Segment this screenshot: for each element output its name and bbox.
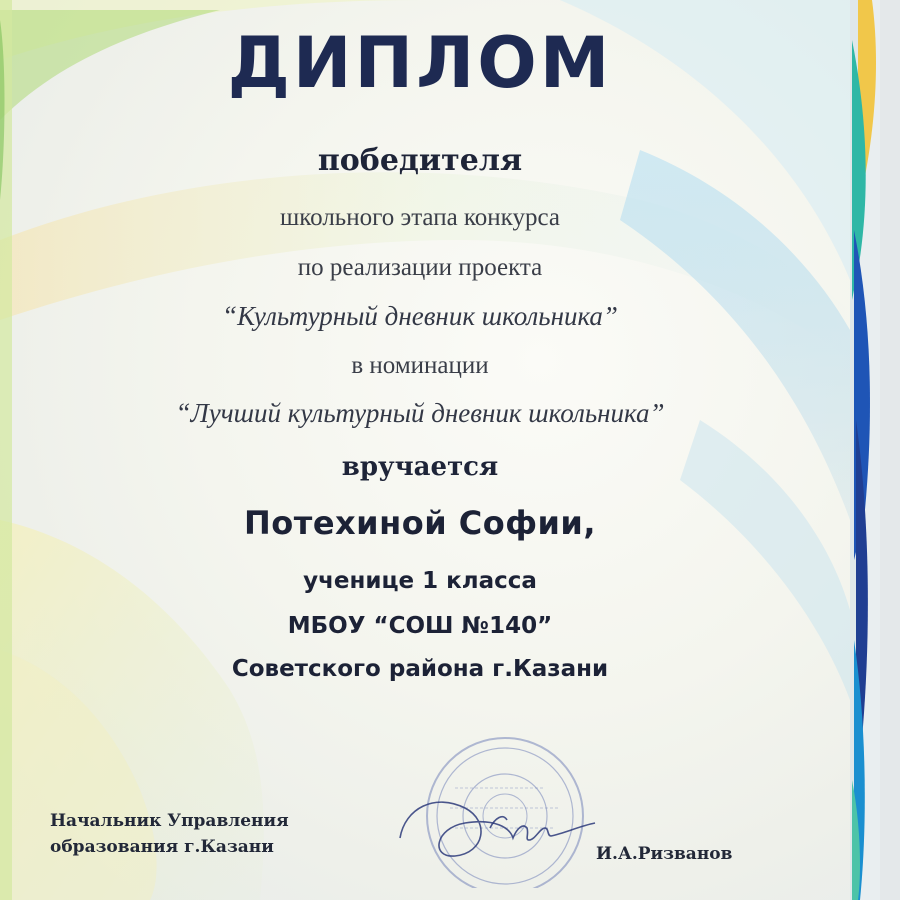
recipient-school: МБОУ “СОШ №140” <box>287 613 553 639</box>
recipient-district: Советского района г.Казани <box>231 656 609 682</box>
signatory-name: И.А.Ризванов <box>596 844 733 864</box>
signatory-position <box>50 808 289 860</box>
official-seal-stamp <box>395 728 610 888</box>
signatory-position-line1: Начальник Управления <box>50 811 289 831</box>
decorative-right-border <box>850 0 900 900</box>
awarded-text: вручается <box>341 452 499 482</box>
recipient-name: Потехиной Софии, <box>244 504 596 542</box>
signatory-position-line2: образования г.Казани <box>50 837 274 857</box>
diploma-title: ДИПЛОМ <box>227 22 613 104</box>
diploma-subtitle: победителя <box>317 143 523 178</box>
project-name: “Культурный дневник школьника” <box>222 301 618 331</box>
recipient-grade: ученице 1 класса <box>303 568 537 594</box>
nomination-name: “Лучший культурный дневник школьника” <box>175 398 665 428</box>
nomination-intro-line: в номинации <box>351 352 489 379</box>
project-intro-line: по реализации проекта <box>297 254 543 281</box>
contest-stage-line: школьного этапа конкурса <box>280 204 560 231</box>
